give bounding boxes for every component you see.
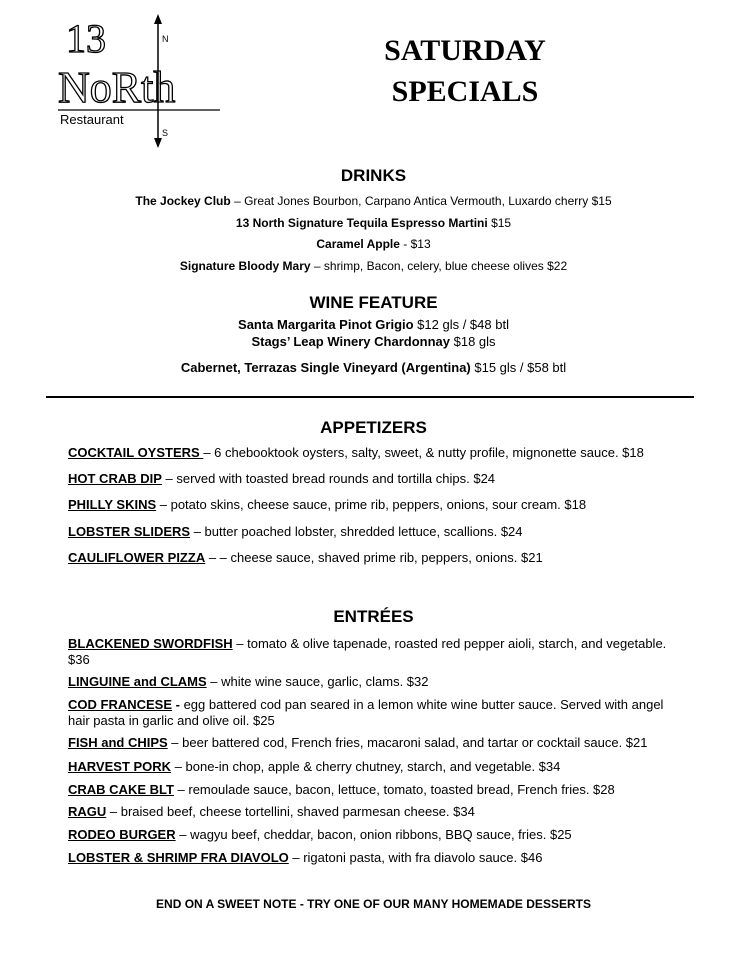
appetizer-item	[68, 445, 688, 461]
drinks-heading: DRINKS	[340, 166, 407, 185]
logo-word: NoRth	[58, 63, 176, 112]
entree-name: RODEO BURGER	[68, 827, 176, 842]
entree-detail: – rigatoni pasta, with fra diavolo sauce. $46	[288, 850, 543, 865]
drink-name: Signature Bloody Mary	[179, 259, 311, 273]
wine-detail: $12 gls / $48 btl	[413, 317, 509, 332]
drink-detail: - $13	[399, 237, 431, 251]
logo-number: 13	[66, 16, 106, 61]
entree-dash: -	[172, 697, 180, 712]
drink-detail: – shrimp, Bacon, celery, blue cheese olives $22	[310, 259, 568, 273]
wine-detail: $18 gls	[450, 334, 496, 349]
wine-item	[0, 334, 747, 349]
appetizer-name: CAULIFLOWER PIZZA	[68, 550, 206, 565]
wine-item	[0, 360, 747, 375]
drink-detail: – Great Jones Bourbon, Carpano Antica Vermouth, Luxardo cherry $15	[230, 194, 612, 208]
title-line-1: SATURDAY	[384, 34, 546, 67]
entree-item	[68, 735, 688, 751]
entree-detail: – braised beef, cheese tortellini, shaved parmesan cheese. $34	[106, 804, 475, 819]
wine-name: Cabernet, Terrazas Single Vineyard (Argentina)	[180, 360, 471, 375]
entree-item	[68, 697, 688, 729]
entree-detail: – wagyu beef, cheddar, bacon, onion ribbons, BBQ sauce, fries. $25	[175, 827, 572, 842]
appetizer-name: PHILLY SKINS	[68, 497, 157, 512]
entrees-heading: ENTRÉES	[333, 607, 414, 626]
entree-item	[68, 636, 688, 668]
entree-detail: – beer battered cod, French fries, macaroni salad, and tartar or cocktail sauce. $21	[167, 735, 648, 750]
logo-sub: Restaurant	[60, 112, 124, 127]
entree-detail: – white wine sauce, garlic, clams. $32	[206, 674, 429, 689]
compass-s-label: S	[162, 128, 169, 138]
entree-name: COD FRANCESE	[68, 697, 173, 712]
wine-heading: WINE FEATURE	[309, 293, 438, 312]
appetizer-name: COCKTAIL OYSTERS	[68, 445, 204, 460]
entree-item	[68, 827, 688, 843]
entree-name: LINGUINE and CLAMS	[68, 674, 207, 689]
section-divider	[46, 396, 694, 398]
drink-item	[0, 216, 747, 230]
appetizer-item	[68, 471, 688, 487]
entree-detail: – remoulade sauce, bacon, lettuce, tomato, toasted bread, French fries. $28	[173, 782, 615, 797]
drink-name: The Jockey Club	[135, 194, 231, 208]
entree-name: LOBSTER & SHRIMP FRA DIAVOLO	[68, 850, 289, 865]
wine-item	[0, 317, 747, 332]
compass-n-label: N	[162, 34, 169, 44]
entree-name: FISH and CHIPS	[68, 735, 168, 750]
compass-arrow-bottom-icon	[154, 138, 162, 148]
entree-item	[68, 674, 688, 690]
drink-detail: $15	[487, 216, 512, 230]
appetizer-item	[68, 497, 688, 513]
entree-item	[68, 850, 688, 866]
appetizer-detail: – 6 chebooktook oysters, salty, sweet, & nutty profile, mignonette sauce. $18	[203, 445, 644, 460]
drink-name: 13 North Signature Tequila Espresso Martini	[235, 216, 488, 230]
appetizer-detail: – served with toasted bread rounds and tortilla chips. $24	[161, 471, 496, 486]
entree-detail: – tomato & olive tapenade, roasted red pepper aioli, starch, and vegetable. $36	[68, 636, 667, 667]
wine-detail: $15 gls / $58 btl	[470, 360, 567, 375]
footer-dessert-note: END ON A SWEET NOTE - TRY ONE OF OUR MANY HOMEMADE DESSERTS	[156, 897, 591, 911]
appetizer-detail: – butter poached lobster, shredded lettuce, scallions. $24	[190, 524, 523, 539]
entree-name: HARVEST PORK	[68, 759, 172, 774]
entree-name: CRAB CAKE BLT	[68, 782, 174, 797]
drink-item	[0, 237, 747, 251]
appetizers-heading: APPETIZERS	[320, 418, 427, 437]
entree-item	[68, 782, 688, 798]
entree-detail: egg battered cod pan seared in a lemon white wine butter sauce. Served with angel hair pasta in garlic and olive oil. $25	[68, 697, 664, 728]
entree-item	[68, 759, 688, 775]
entree-name: RAGU	[68, 804, 107, 819]
drink-name: Caramel Apple	[316, 237, 400, 251]
drink-item	[0, 259, 747, 273]
appetizer-name: HOT CRAB DIP	[68, 471, 162, 486]
appetizer-item	[68, 550, 688, 566]
restaurant-logo	[50, 14, 230, 149]
appetizer-detail: – potato skins, cheese sauce, prime rib, peppers, onions, sour cream. $18	[156, 497, 587, 512]
appetizer-detail: – – cheese sauce, shaved prime rib, peppers, onions. $21	[205, 550, 543, 565]
page-title	[340, 30, 590, 112]
title-line-2: SPECIALS	[391, 75, 539, 108]
entree-name: BLACKENED SWORDFISH	[68, 636, 233, 651]
entree-item	[68, 804, 688, 820]
wine-name: Stags’ Leap Winery Chardonnay	[251, 334, 450, 349]
appetizer-item	[68, 524, 688, 540]
drink-item	[0, 194, 747, 208]
appetizer-name: LOBSTER SLIDERS	[68, 524, 191, 539]
entree-detail: – bone-in chop, apple & cherry chutney, starch, and vegetable. $34	[171, 759, 561, 774]
wine-name: Santa Margarita Pinot Grigio	[238, 317, 414, 332]
compass-arrow-icon	[154, 14, 162, 24]
